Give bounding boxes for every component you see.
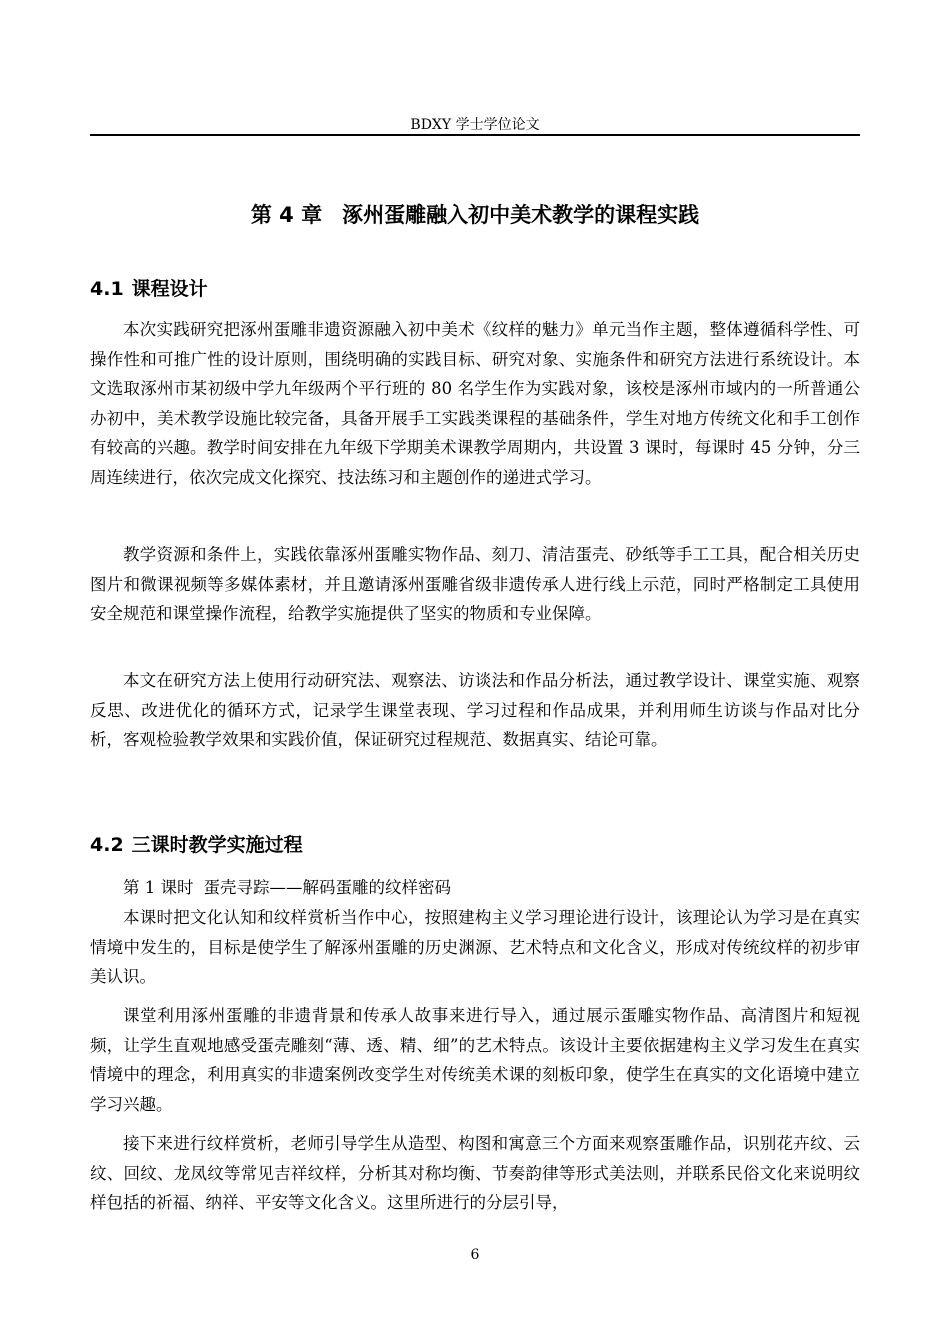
section-title: 三课时教学实施过程 (131, 834, 303, 856)
lesson-title: 蛋壳寻踪——解码蛋雕的纹样密码 (203, 878, 451, 897)
lesson-label: 第 1 课时 (123, 878, 194, 897)
section-heading-4-1 (90, 276, 208, 302)
paragraph: 课堂利用涿州蛋雕的非遗背景和传承人故事来进行导入，通过展示蛋雕实物作品、高清图片和短视频，让学生直观地感受蛋壳雕刻“薄、透、精、细”的艺术特点。该设计主要依据建构主义学习发生在真实情境中的理念，利用真实的非遗案例改变学生对传统美术课的刻板印象，使学生在真实的文化语境中建立学习兴趣。 (90, 1006, 860, 1114)
paragraph: 本次实践研究把涿州蛋雕非遗资源融入初中美术《纹样的魅力》单元当作主题，整体遵循科学性、可操作性和可推广性的设计原则，围绕明确的实践目标、研究对象、实施条件和研究方法进行系统设计。本文选取涿州市某初级中学九年级两个平行班的 80 名学生作为实践对象，该校是涿州市域内的一所普通公办初中，美术教学设施比较完备，具备开展手工实践类课程的基础条件，学生对地方传统文化和手工创作有较高的兴趣。教学时间安排在九年级下学期美术课教学周期内，共设置 3 课时，每课时 45 分钟，分三周连续进行，依次完成文化探究、技法练习和主题创作的递进式学习。 (90, 320, 860, 487)
chapter-title-text: 涿州蛋雕融入初中美术教学的课程实践 (342, 203, 700, 227)
running-header: BDXY 学士学位论文 (410, 117, 540, 133)
paragraph: 本文在研究方法上使用行动研究法、观察法、访谈法和作品分析法，通过教学设计、课堂实施、观察反思、改进优化的循环方式，记录学生课堂表现、学习过程和作品成果，并利用师生访谈与作品对比分析，客观检验教学效果和实践价值，保证研究过程规范、数据真实、结论可靠。 (90, 671, 860, 749)
section-number: 4.1 (90, 278, 124, 300)
section-heading-4-2 (90, 832, 303, 858)
chapter-number: 第 4 章 (250, 203, 323, 227)
section-number: 4.2 (90, 834, 124, 856)
paragraph: 教学资源和条件上，实践依靠涿州蛋雕实物作品、刻刀、清洁蛋壳、砂纸等手工工具，配合相关历史图片和微课视频等多媒体素材，并且邀请涿州蛋雕省级非遗传承人进行线上示范，同时严格制定工具使用安全规范和课堂操作流程，给教学实施提供了坚实的物质和专业保障。 (90, 545, 860, 623)
section-title: 课程设计 (131, 278, 208, 300)
paragraph: 本课时把文化认知和纹样赏析当作中心，按照建构主义学习理论进行设计，该理论认为学习是在真实情境中发生的，目标是使学生了解涿州蛋雕的历史渊源、艺术特点和文化含义，形成对传统纹样的初步审美认识。 (90, 908, 860, 986)
lesson-heading (90, 873, 860, 903)
chapter-title (0, 200, 950, 230)
header-divider (90, 134, 860, 136)
paragraph: 接下来进行纹样赏析，老师引导学生从造型、构图和寓意三个方面来观察蛋雕作品，识别花卉纹、云纹、回纹、龙凤纹等常见吉祥纹样，分析其对称均衡、节奏韵律等形式美法则，并联系民俗文化来说明纹样包括的祈福、纳祥、平安等文化含义。这里所进行的分层引导， (90, 1134, 860, 1212)
page-number: 6 (470, 1247, 480, 1263)
